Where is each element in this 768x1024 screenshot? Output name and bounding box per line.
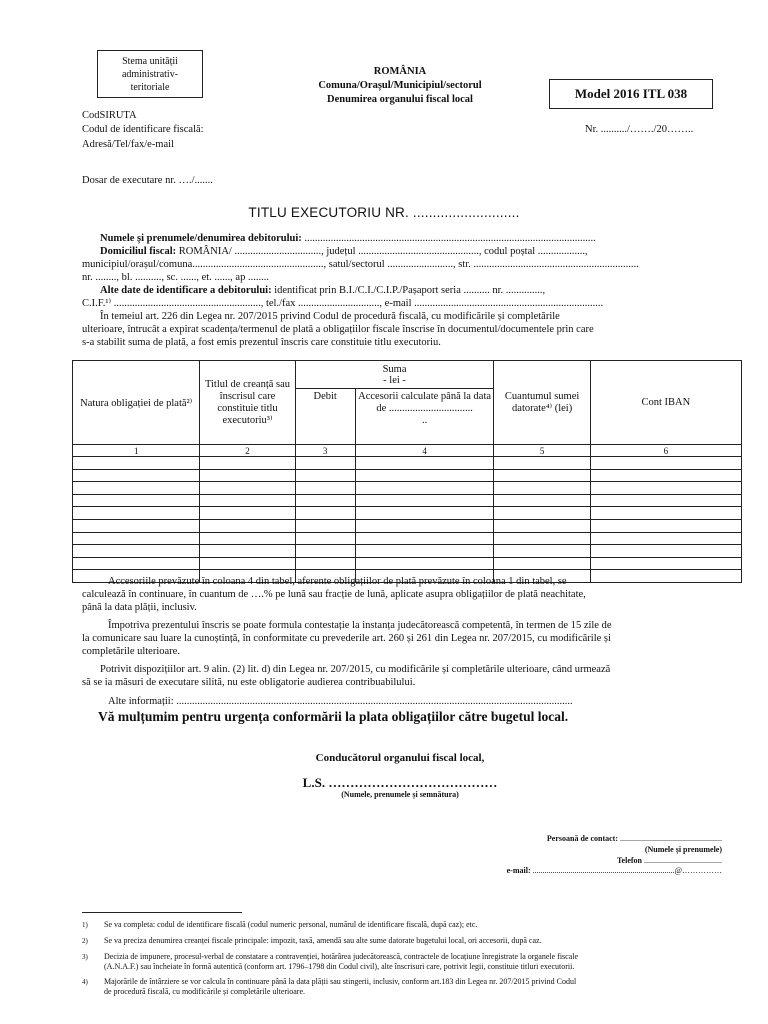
col-header-obligation: Natura obligației de plată²⁾ <box>73 361 200 445</box>
other-info <box>82 695 722 708</box>
contact-caption: (Numele și prenumele) <box>644 845 722 854</box>
col-header-debit: Debit <box>295 389 355 445</box>
column-number: 2 <box>200 445 295 457</box>
table-row <box>73 482 742 495</box>
table-row <box>73 557 742 570</box>
footnote-number: 3) <box>82 953 88 961</box>
col-header-accessories <box>355 389 494 445</box>
table-row <box>73 469 742 482</box>
locality: Comuna/Orașul/Municipiul/sectorul <box>318 80 482 91</box>
footnote-separator <box>82 912 242 913</box>
coat-of-arms-box <box>97 50 203 98</box>
phone-label: Telefon <box>616 856 642 865</box>
debtor-name-line <box>82 232 720 245</box>
footnote-number: 4) <box>82 978 88 986</box>
crest-line: Stema unității <box>122 56 178 67</box>
legal-basis-line: ulterioare, întrucât a expirat scadența/termenul de plată a obligațiilor fiscale înscrise în documentul/documentele prin care <box>82 324 594 335</box>
cif-line: C.I.F.¹⁾ ........................................................, tel./fax ..............................., e-mail ........................................................................ <box>82 298 604 309</box>
footnote-text: de procedură fiscală, cu modificările și completările ulterioare. <box>104 987 306 996</box>
col-header-iban: Cont IBAN <box>590 361 741 445</box>
accessories-label: Accesorii calculate până la data <box>358 391 492 402</box>
column-number: 4 <box>355 445 494 457</box>
note-line: să se ia măsuri de executare silită, nu este obligatorie audierea contribuabilului. <box>82 677 416 688</box>
domicile-label: Domiciliul fiscal: <box>100 246 177 257</box>
accessories-date-cont: .. <box>421 415 428 426</box>
table-row <box>73 494 742 507</box>
head-of-authority: Conducătorul organului fiscal local, <box>315 752 485 764</box>
column-number: 3 <box>295 445 355 457</box>
other-id-text: identificat prin B.I./C.I./C.I.P./Pașaport seria .......... nr. .............., <box>271 285 546 296</box>
col-header-title: Titlul de creanță sau înscrisul care constituie titlu executoriu³⁾ <box>200 361 295 445</box>
note-line: la comunicare sau luare la cunoștință, în conformitate cu prevederile art. 260 și 261 din Legea nr. 207/2015, cu modificările și <box>82 633 611 644</box>
footnote-text: Majorările de întârziere se vor calcula în continuare până la data plății sau stingerii, inclusiv, conform art.183 din Legea nr. 207/2015 privind Codul <box>104 977 577 986</box>
contestation-note <box>82 619 722 658</box>
legal-basis-line: s-a stabilit suma de plată, a fost emis prezentul înscris care constituie titlu executoriu. <box>82 337 441 348</box>
seal-signature-line: L.S. ………………………………… <box>302 775 498 790</box>
column-number-row <box>73 445 742 457</box>
contact-dots: ................................................... <box>618 834 722 843</box>
other-id-line <box>82 284 720 297</box>
footnote-text: (A.N.A.F.) sau încheiate în formă autentică (conform art. 1796–1798 din Codul civil), alte înscrisuri care, potrivit legii, constituie titluri executorii. <box>104 962 575 971</box>
footnote-number: 2) <box>82 937 88 945</box>
authority: Denumirea organului fiscal local <box>327 94 473 105</box>
sum-label: Suma <box>382 363 407 375</box>
debtor-name-label: Numele și prenumele/denumirea debitorului: <box>100 233 302 244</box>
sum-unit: - lei - <box>383 374 406 386</box>
address-line: municipiul/orașul/comuna.................................................., satul/sectorul ........................., str. ............................................................... <box>82 259 639 270</box>
note-line: Potrivit dispozițiilor art. 9 alin. (2) lit. d) din Legea nr. 207/2015, cu modificările și completările ulterioare, când urmează <box>100 664 611 675</box>
obligations-table <box>72 360 742 583</box>
note-line: Accesoriile prevăzute în coloana 4 din tabel, aferente obligațiilor de plată prevăzute în coloana 1 din tabel, se <box>108 576 567 587</box>
table-row <box>73 507 742 520</box>
legal-basis-line: În temeiul art. 226 din Legea nr. 207/2015 privind Codul de procedură fiscală, cu modificările și completările <box>100 311 560 322</box>
footnote-text: Se va completa: codul de identificare fiscală (codul numeric personal, numărul de identificare fiscală, după caz); etc. <box>104 920 478 929</box>
note-line: calculează în continuare, în cuantum de ….% pe lună sau fracție de lună, aplicate asupra obligațiilor de plată neachitate, <box>82 589 586 600</box>
other-id-label: Alte date de identificare a debitorului: <box>100 285 272 296</box>
signature-caption: (Numele, prenumele și semnătura) <box>341 790 459 799</box>
domicile-line <box>82 245 720 258</box>
footnote-number: 1) <box>82 921 88 929</box>
email-dots: .......................................................................@…………… <box>530 866 722 875</box>
crest-line: teritoriale <box>130 82 170 93</box>
note-line: completările ulterioare. <box>82 646 180 657</box>
email-line <box>470 866 722 875</box>
provisions-note <box>82 663 722 689</box>
address-line-2: nr. ........, bl. .........., sc. ......, et. ......, ap ........ <box>82 272 269 283</box>
accessories-note <box>82 575 722 614</box>
email-label: e-mail: <box>506 866 531 875</box>
note-line: Alte informații: ....................................................................................................................................................... <box>108 696 573 707</box>
contact-person <box>470 834 722 843</box>
fiscal-code-label: Codul de identificare fiscală: <box>82 124 204 135</box>
country: ROMÂNIA <box>373 66 427 77</box>
crest-line: administrativ- <box>121 69 179 80</box>
col-header-sum <box>295 361 494 389</box>
debtor-section <box>82 232 720 349</box>
table-row <box>73 532 742 545</box>
document-title: TITLU EXECUTORIU NR. ........................... <box>248 205 520 220</box>
column-number: 5 <box>494 445 590 457</box>
siruta-label: CodSIRUTA <box>82 110 137 121</box>
debtor-name-dots: ............................................................................................................... <box>301 233 596 244</box>
col-header-amount: Cuantumul sumei datorate⁴⁾ (lei) <box>494 361 590 445</box>
column-number: 1 <box>73 445 200 457</box>
address-label: Adresă/Tel/fax/e-mail <box>82 139 174 150</box>
thanks-message: Vă mulțumim pentru urgența conformării la plata obligațiilor către bugetul local. <box>98 709 569 724</box>
model-badge: Model 2016 ITL 038 <box>549 79 713 109</box>
note-line: Împotriva prezentului înscris se poate formula contestație la instanța judecătorească competentă, în termen de 15 zile de <box>108 620 612 631</box>
column-number: 6 <box>590 445 741 457</box>
phone-line <box>470 856 722 865</box>
footnote-text: Decizia de impunere, procesul-verbal de constatare a contravenției, hotărârea judecătorească, contractele de locațiune înregistrate la organele fiscale <box>104 952 579 961</box>
table-row <box>73 519 742 532</box>
dosar-label: Dosar de executare nr. …./....... <box>82 175 213 186</box>
contact-label: Persoană de contact: <box>546 834 618 843</box>
document-number: Nr. ........../……./20…….. <box>585 124 694 135</box>
table-row <box>73 545 742 558</box>
note-line: până la data plății, inclusiv. <box>82 602 197 613</box>
domicile-text: ROMÂNIA/ ................................., județul .............................................., codul poștal .................., <box>176 246 588 257</box>
accessories-date: de ................................ <box>376 403 473 414</box>
footnote-text: Se va preciza denumirea creanței fiscale principale: impozit, taxă, amendă sau alte sume datorate bugetului local, ori accesorii, după caz. <box>104 936 542 945</box>
table-row <box>73 457 742 470</box>
header-center <box>270 65 530 107</box>
phone-dots: ....................................... <box>642 856 722 865</box>
